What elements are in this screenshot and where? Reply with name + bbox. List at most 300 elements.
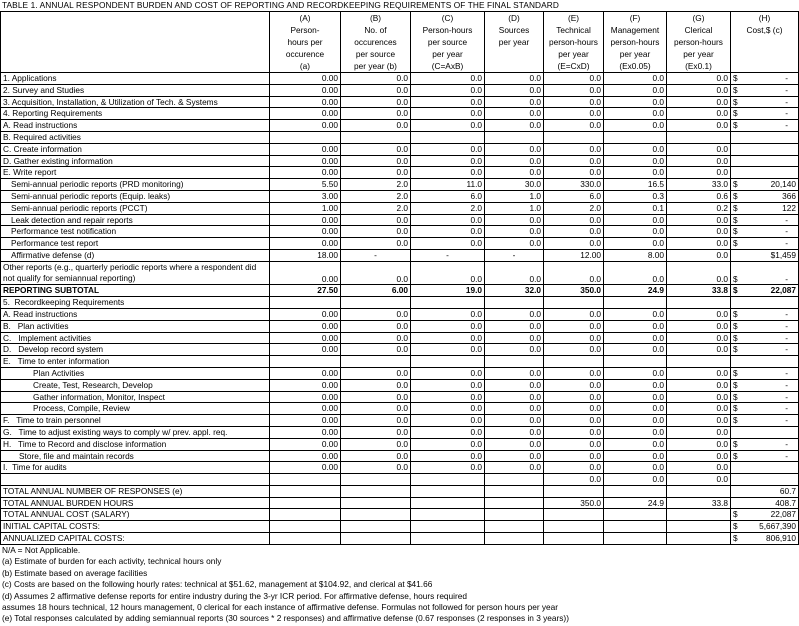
table-row [1,391,799,403]
dollar-sign: $ [733,120,738,131]
cell-value: 0.0 [667,120,731,132]
cell-value: 0.0 [544,96,604,108]
cell-value: 0.0 [485,367,544,379]
cell-value [485,521,544,533]
cell-value [341,521,411,533]
cost-value: - [785,308,788,319]
column-header-line: (C) [441,13,454,23]
cell-value [485,131,544,143]
column-header-line: person-hours [549,37,598,47]
table-row [1,238,799,250]
cell-value [604,533,667,545]
cell-value: 0.0 [411,367,485,379]
cell-value [411,533,485,545]
dollar-sign: $ [733,521,738,532]
cell-value: 0.0 [485,226,544,238]
table-row [1,367,799,379]
column-header-line: (D) [508,13,520,23]
cell-value: 0.00 [270,167,341,179]
cell-value [411,356,485,368]
cost-cell [731,344,799,356]
cell-value: 0.0 [667,426,731,438]
column-header-line: person-hours [610,37,660,47]
cell-value: 0.0 [604,261,667,285]
column-header [341,12,411,73]
table-row [1,344,799,356]
table-row [1,438,799,450]
cell-value [411,131,485,143]
cell-value: 0.0 [411,320,485,332]
cell-value: 0.0 [411,73,485,85]
table-row [1,108,799,120]
table-row [1,485,799,497]
cell-value: 0.0 [604,332,667,344]
cell-value [341,497,411,509]
row-label: INITIAL CAPITAL COSTS: [1,521,270,533]
dollar-sign: $ [733,190,738,201]
cell-value: 0.0 [667,73,731,85]
cell-value: 0.00 [270,344,341,356]
cell-value [411,485,485,497]
table-row [1,285,799,297]
column-header-line: Management [610,25,660,35]
cell-value: - [485,249,544,261]
cell-value: 0.0 [667,261,731,285]
cell-value: 1.00 [270,202,341,214]
cell-value: 0.0 [411,261,485,285]
cell-value: 0.00 [270,462,341,474]
footnote: (e) Total responses calculated by adding semiannual reports (30 sources * 2 responses) and affirmative defense (0.67 responses (2 responses in 3 years)) [2,613,569,624]
cell-value: 0.0 [411,450,485,462]
cell-value: 0.0 [341,96,411,108]
cell-value: 0.0 [411,344,485,356]
column-header-line: Person- [290,25,320,35]
cost-value: 60.7 [779,485,796,496]
cost-value: - [785,226,788,237]
cell-value: 0.0 [667,84,731,96]
cell-value [270,297,341,309]
cell-value [411,474,485,486]
row-label: Performance test report [1,238,270,250]
cost-cell [731,131,799,143]
dollar-sign: $ [733,84,738,95]
cost-value: - [785,332,788,343]
cell-value: 0.0 [667,332,731,344]
cell-value [667,297,731,309]
table-row [1,190,799,202]
dollar-sign: $ [733,285,738,296]
cell-value: 2.0 [341,179,411,191]
cost-value: - [785,238,788,249]
cost-cell [731,379,799,391]
row-label: G. Time to adjust existing ways to comply w/ prev. appl. req. [1,426,270,438]
cell-value: 0.00 [270,143,341,155]
dollar-sign: $ [733,73,738,83]
table-row [1,509,799,521]
cell-value: 0.0 [341,120,411,132]
cell-value: 0.0 [544,214,604,226]
cell-value [341,485,411,497]
cell-value: 0.0 [544,379,604,391]
cell-value: 0.0 [544,143,604,155]
cost-cell [731,226,799,238]
cost-value: - [785,344,788,355]
cell-value: 0.0 [485,438,544,450]
table-row [1,462,799,474]
cell-value: 0.0 [411,96,485,108]
column-header-line [731,36,798,48]
cell-value: 0.0 [604,226,667,238]
column-header-line: per year (b) [354,61,397,71]
cell-value: 0.0 [341,84,411,96]
cost-cell [731,485,799,497]
table-row [1,521,799,533]
cell-value: 0.0 [411,167,485,179]
cell-value [341,474,411,486]
cell-value: 0.0 [341,308,411,320]
column-header-line: (Ex0.05) [619,61,651,71]
cell-value: 6.0 [411,190,485,202]
cell-value: 0.0 [544,426,604,438]
cell-value: 0.0 [544,167,604,179]
dollar-sign: $ [733,179,738,190]
row-label: E. Time to enter information [1,356,270,368]
cell-value: 0.0 [341,320,411,332]
row-label: E. Write report [1,167,270,179]
cost-cell [731,73,799,85]
cell-value: 27.50 [270,285,341,297]
cell-value: 0.0 [604,450,667,462]
cell-value: 0.0 [341,415,411,427]
cell-value: 0.0 [604,379,667,391]
cell-value: 0.0 [544,73,604,85]
dollar-sign: $ [733,533,738,544]
column-header [604,12,667,73]
cost-cell [731,96,799,108]
cell-value [604,521,667,533]
cost-cell [731,190,799,202]
cell-value [544,533,604,545]
row-label: 2. Survey and Studies [1,84,270,96]
table-row [1,332,799,344]
cell-value: 0.0 [544,462,604,474]
cell-value: 0.0 [604,108,667,120]
cost-cell [731,509,799,521]
column-header [411,12,485,73]
dollar-sign: $ [733,367,738,378]
footnotes [0,545,799,625]
cell-value: 18.00 [270,249,341,261]
row-label: Semi-annual periodic reports (PCCT) [1,202,270,214]
cell-value: 0.1 [604,202,667,214]
cell-value: 0.0 [667,96,731,108]
cell-value: 0.00 [270,367,341,379]
cost-cell [731,356,799,368]
cost-value: - [785,391,788,402]
cell-value: 0.0 [411,308,485,320]
cell-value: 0.0 [544,84,604,96]
table-row [1,120,799,132]
cost-value: 806,910 [766,533,796,544]
cost-value: - [785,73,788,83]
cost-cell [731,450,799,462]
cell-value: 0.2 [667,202,731,214]
column-header-line: (C=AxB) [431,61,464,71]
cell-value: 0.0 [485,73,544,85]
table-row [1,320,799,332]
row-label: Other reports (e.g., quarterly periodic reports where a respondent did not qualify for semiannual reporting) [1,261,270,285]
cell-value: 0.0 [604,308,667,320]
cell-value: 0.0 [544,308,604,320]
column-header-line [485,60,543,72]
cell-value: 0.00 [270,155,341,167]
row-label: TOTAL ANNUAL NUMBER OF RESPONSES (e) [1,485,270,497]
cost-value: 408.7 [775,497,796,508]
table-row [1,179,799,191]
table-row [1,167,799,179]
column-header-line: (F) [629,13,641,23]
cell-value: 0.0 [604,167,667,179]
row-label: Performance test notification [1,226,270,238]
cell-value [270,485,341,497]
cell-value: 0.0 [604,84,667,96]
column-header-line [731,60,798,72]
column-header-line: per year [683,49,714,59]
cost-cell [731,332,799,344]
cost-value: - [785,214,788,225]
cell-value: 0.0 [544,261,604,285]
cell-value: 0.0 [544,155,604,167]
cell-value: 0.0 [667,167,731,179]
row-label: B. Plan activities [1,320,270,332]
cell-value: 0.0 [485,308,544,320]
cell-value: 0.0 [485,379,544,391]
cell-value [270,497,341,509]
cost-cell [731,179,799,191]
cost-value: - [785,84,788,95]
column-header-line: per year [619,49,651,59]
dollar-sign: $ [733,438,738,449]
cell-value [270,474,341,486]
cell-value: 0.0 [667,249,731,261]
cell-value: 0.0 [485,415,544,427]
cell-value: 3.00 [270,190,341,202]
cell-value: 0.0 [341,426,411,438]
cell-value: 11.0 [411,179,485,191]
cell-value [544,297,604,309]
table-row [1,96,799,108]
row-label: Affirmative defense (d) [1,249,270,261]
cell-value: 0.0 [604,426,667,438]
row-label: D. Develop record system [1,344,270,356]
dollar-sign: $ [733,108,738,119]
cell-value: 33.8 [667,285,731,297]
cell-value: 0.0 [485,320,544,332]
column-header-line: Clerical [684,25,713,35]
cell-value: 30.0 [485,179,544,191]
column-header-line: Cost,$ (c) [746,25,783,35]
table-row [1,308,799,320]
cell-value: 0.0 [544,108,604,120]
column-header-line: Technical [556,25,591,35]
cell-value: 0.0 [341,450,411,462]
cell-value: 0.0 [544,474,604,486]
column-header [731,12,799,73]
cell-value: 0.0 [411,108,485,120]
cell-value: 0.0 [341,73,411,85]
cost-cell [731,84,799,96]
cell-value: 0.0 [411,391,485,403]
table-row [1,403,799,415]
dollar-sign: $ [733,379,738,390]
cost-value: - [785,403,788,414]
cell-value: 0.0 [341,344,411,356]
column-header-line: Person-hours [422,25,473,35]
cost-value: - [785,367,788,378]
cell-value: 0.0 [411,332,485,344]
cell-value: 0.0 [341,403,411,415]
cell-value: 0.0 [544,403,604,415]
cell-value: 0.0 [604,391,667,403]
cell-value [544,509,604,521]
cell-value: 0.0 [485,108,544,120]
row-label: TOTAL ANNUAL COST (SALARY) [1,509,270,521]
cell-value: 330.0 [544,179,604,191]
cell-value: 0.0 [411,438,485,450]
table-row [1,214,799,226]
cell-value: 0.0 [485,450,544,462]
cell-value: 0.0 [411,84,485,96]
cell-value: 32.0 [485,285,544,297]
column-header-line: occurence [285,49,325,59]
cell-value: 2.0 [341,190,411,202]
column-header-line: per source [355,49,396,59]
row-label: I. Time for audits [1,462,270,474]
cost-cell [731,167,799,179]
cell-value: 0.0 [667,391,731,403]
cell-value: 5.50 [270,179,341,191]
cell-value: 0.0 [604,96,667,108]
cost-cell [731,297,799,309]
dollar-sign: $ [733,509,738,520]
cell-value [485,474,544,486]
cell-value [604,485,667,497]
cell-value: 0.00 [270,214,341,226]
cell-value: 0.0 [341,261,411,285]
cell-value: 2.0 [544,202,604,214]
dollar-sign: $ [733,202,738,213]
cell-value: 0.0 [341,238,411,250]
column-header [667,12,731,73]
dollar-sign: $ [733,450,738,461]
cell-value: 0.0 [341,462,411,474]
cell-value [604,131,667,143]
cell-value [341,356,411,368]
table-row [1,84,799,96]
cell-value: 0.0 [544,120,604,132]
dollar-sign: $ [733,332,738,343]
cell-value [485,297,544,309]
cost-value: - [785,415,788,426]
cell-value: 0.0 [411,120,485,132]
column-header [544,12,604,73]
row-label: 3. Acquisition, Installation, & Utilization of Tech. & Systems [1,96,270,108]
table-row [1,450,799,462]
cell-value: 0.0 [341,379,411,391]
cost-value: - [785,438,788,449]
cell-value: 0.0 [411,155,485,167]
cell-value [270,356,341,368]
cell-value: 24.9 [604,285,667,297]
cell-value: 2.0 [341,202,411,214]
dollar-sign: $ [733,391,738,402]
cell-value [485,356,544,368]
cell-value: 0.00 [270,391,341,403]
cell-value: 0.0 [604,238,667,250]
table-row [1,497,799,509]
cell-value: 0.00 [270,379,341,391]
cell-value [485,509,544,521]
dollar-sign: $ [733,320,738,331]
cell-value: 0.0 [411,238,485,250]
cell-value: 0.0 [485,167,544,179]
cell-value: 0.0 [604,155,667,167]
cell-value [341,533,411,545]
cell-value: 0.0 [544,320,604,332]
cell-value: 0.0 [544,450,604,462]
cell-value [604,356,667,368]
cell-value: 0.00 [270,403,341,415]
cell-value [667,521,731,533]
cell-value: 0.0 [341,367,411,379]
cell-value: 33.8 [667,497,731,509]
column-header-line: occurences [354,37,397,47]
cell-value [270,533,341,545]
cell-value: 0.0 [485,332,544,344]
cell-value: 0.00 [270,438,341,450]
cell-value: 12.00 [544,249,604,261]
cell-value: 0.0 [604,474,667,486]
column-header-line: (A) [299,13,311,23]
footnote: (d) Assumes 2 affirmative defense reports for entire industry during the 3-yr ICR period. For affirmative defense, hours required [2,590,467,601]
cell-value: 0.0 [544,391,604,403]
cell-value [544,131,604,143]
table-row [1,474,799,486]
cell-value: 0.0 [485,214,544,226]
cost-value: - [785,96,788,107]
cell-value: 0.0 [604,462,667,474]
cost-cell [731,521,799,533]
cell-value: 0.0 [544,415,604,427]
cell-value [485,533,544,545]
cost-cell [731,249,799,261]
cell-value [544,521,604,533]
cell-value: 0.0 [667,226,731,238]
column-header [485,12,544,73]
cell-value: 0.0 [667,415,731,427]
cost-cell [731,202,799,214]
cell-value: 0.00 [270,320,341,332]
cell-value: 0.00 [270,332,341,344]
cell-value: 0.3 [604,190,667,202]
table-row [1,426,799,438]
footnote: (a) Estimate of burden for each activity, technical hours only [2,556,222,567]
column-header-line [731,48,798,60]
dollar-sign: $ [733,415,738,426]
cell-value [667,485,731,497]
column-header-line: person-hours [674,37,723,47]
cell-value: 0.0 [411,426,485,438]
